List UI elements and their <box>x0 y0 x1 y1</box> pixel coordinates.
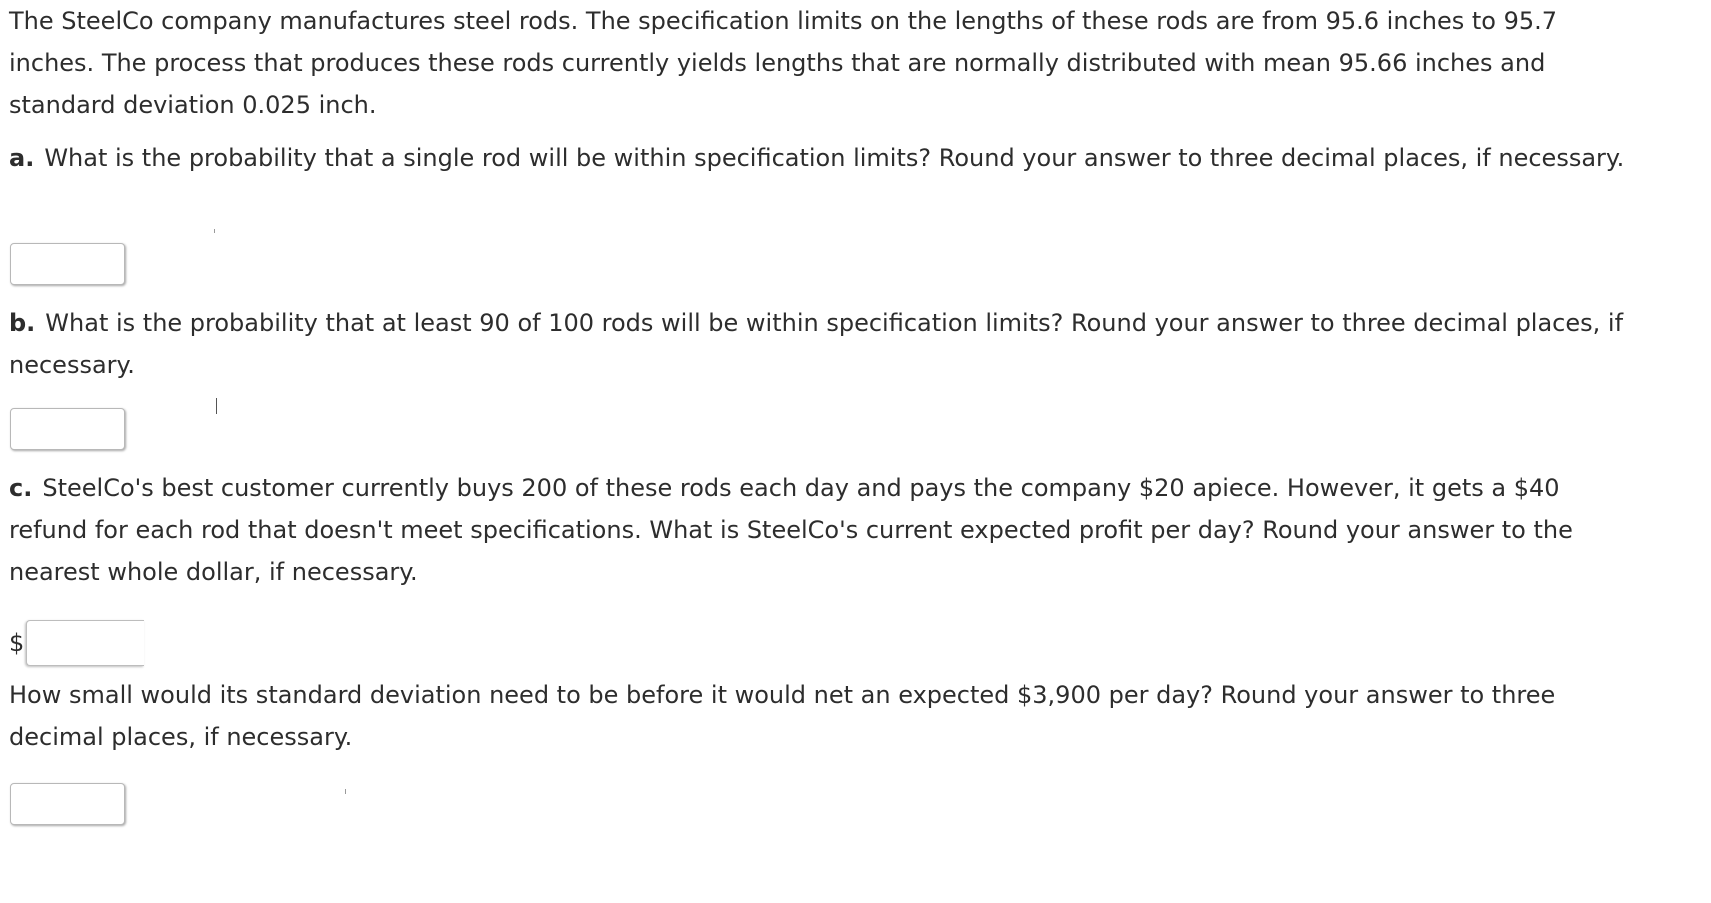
stray-mark <box>214 229 215 233</box>
problem-intro: The SteelCo company manufactures steel rods. The specification limits on the lengths of these rods are from 95.6 inches to 95.7 inches. The process that produces these rods currently yields lengths that are normally distributed with mean 95.66 inches and standard deviation 0.025 inch. <box>9 7 1558 119</box>
answer-a-input[interactable] <box>10 243 125 285</box>
answer-b-input[interactable] <box>10 408 125 450</box>
currency-symbol: $ <box>9 629 25 657</box>
part-b-label: b. <box>9 309 36 337</box>
question-d: How small would its standard deviation need to be before it would net an expected $3,900 per day? Round your answer to three decimal places, if necessary. <box>9 681 1556 751</box>
question-b-text: What is the probability that at least 90 of 100 rods will be within specification limits? Round your answer to three decimal places, if necessary. <box>9 309 1624 379</box>
text-cursor-mark <box>216 398 217 414</box>
part-c-label: c. <box>9 474 33 502</box>
part-a-label: a. <box>9 144 35 172</box>
stray-mark <box>345 789 346 794</box>
question-a <box>9 137 1629 179</box>
question-a-text: What is the probability that a single rod will be within specification limits? Round your answer to three decimal places, if necessary. <box>44 144 1625 172</box>
answer-d-input[interactable] <box>10 783 125 825</box>
question-b <box>9 302 1689 386</box>
question-c <box>9 467 1629 593</box>
question-c-text: SteelCo's best customer currently buys 200 of these rods each day and pays the company $20 apiece. However, it gets a $40 refund for each rod that doesn't meet specifications. What is SteelCo's current expected profit per day? Round your answer to the nearest whole dollar, if necessary. <box>9 474 1573 586</box>
answer-c-row <box>9 620 169 666</box>
answer-c-input[interactable] <box>26 620 144 666</box>
